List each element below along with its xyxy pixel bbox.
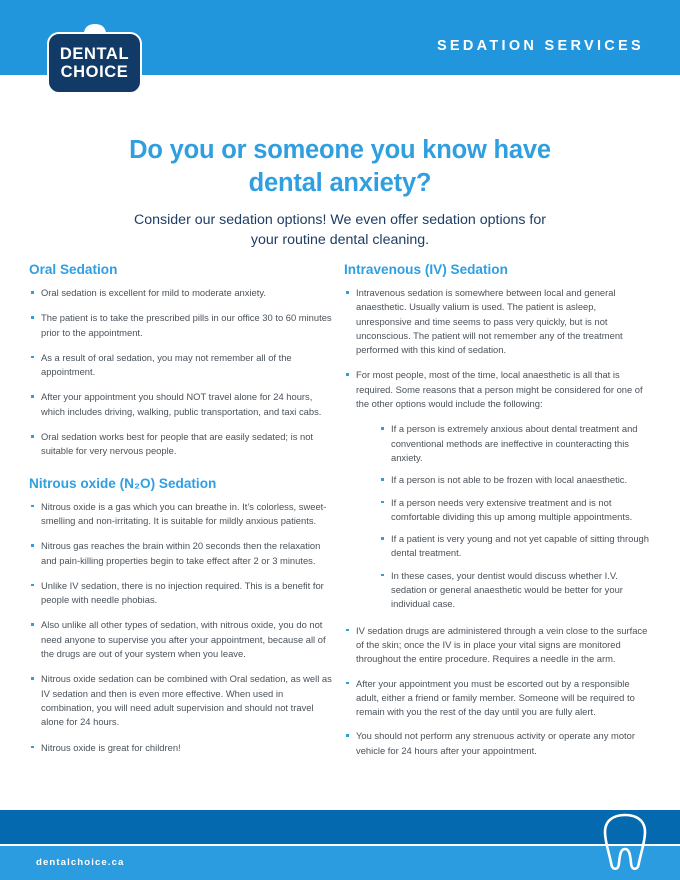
list-item: Nitrous gas reaches the brain within 20 seconds then the relaxation and pain-killing properties begin to take effect after 2 or 3 minutes. xyxy=(29,539,334,568)
header-title: SEDATION SERVICES xyxy=(436,38,644,54)
list-item: Nitrous oxide is a gas which you can breathe in. It’s colorless, sweet- smelling and non-irritating. It is suitable for mildly anxious patients. xyxy=(29,500,334,529)
logo-text-line1: DENTAL xyxy=(59,44,130,63)
page-title-line2: dental anxiety? xyxy=(248,168,432,197)
right-column xyxy=(344,262,652,768)
list-item: Oral sedation is excellent for mild to moderate anxiety. xyxy=(29,286,334,300)
bullet-list-iv-sedation-bottom xyxy=(344,624,652,758)
page-subtitle-line2: your routine dental cleaning. xyxy=(250,232,430,249)
list-item: Intravenous sedation is somewhere between local and general anaesthetic. Usually valium is used. The patient is asleep, unresponsive and time seems to pass very quickly, but is not unconscious. The patient will not remember any of the treatment performed with this kind of sedation. xyxy=(344,286,652,357)
list-item: As a result of oral sedation, you may not remember all of the appointment. xyxy=(29,351,334,380)
list-item: For most people, most of the time, local anaesthetic is all that is required. Some reasons that a person might be considered for one of the other options would include the following: xyxy=(344,368,652,411)
list-item: If a person is extremely anxious about dental treatment and conventional methods are ineffective in counteracting this anxiety. xyxy=(380,422,652,465)
section-heading-nitrous-oxide-sedation: Nitrous oxide (N₂O) Sedation xyxy=(29,475,217,491)
footer-website-url[interactable]: dentalchoice.ca xyxy=(36,857,125,868)
bullet-list-oral-sedation xyxy=(29,286,334,459)
list-item: Nitrous oxide is great for children! xyxy=(29,741,334,755)
section-heading-oral-sedation: Oral Sedation xyxy=(29,262,118,277)
page-title-line1: Do you or someone you know have xyxy=(129,136,551,164)
section-heading-iv-sedation: Intravenous (IV) Sedation xyxy=(344,262,508,277)
page-subtitle xyxy=(0,210,680,250)
bullet-list-iv-sedation-top xyxy=(344,286,652,411)
content-columns xyxy=(0,262,680,802)
list-item: If a person needs very extensive treatment and is not comfortable dividing this up among multiple appointments. xyxy=(380,496,652,525)
list-item: After your appointment you must be escorted out by a responsible adult, either a friend or family member. Someone will be required to remain with you the rest of the day until you are fully alert. xyxy=(344,677,652,720)
list-item: Also unlike all other types of sedation, with nitrous oxide, you do not need anyone to supervise you after your appointment, because all of the drugs are out of your system when you leave. xyxy=(29,618,334,661)
page-title xyxy=(0,134,680,199)
footer-dark-band xyxy=(0,810,680,844)
logo-plate xyxy=(47,32,142,94)
list-item: You should not perform any strenuous activity or operate any motor vehicle for 24 hours after your appointment. xyxy=(344,729,652,758)
tooth-icon xyxy=(600,812,650,874)
list-item: Oral sedation works best for people that are easily sedated; is not suitable for very nervous people. xyxy=(29,430,334,459)
list-item: Unlike IV sedation, there is no injection required. This is a benefit for people with needle phobias. xyxy=(29,579,334,608)
brand-logo[interactable] xyxy=(47,32,142,94)
title-block xyxy=(0,134,680,251)
list-item: If a patient is very young and not yet capable of sitting through dental treatment. xyxy=(380,532,652,561)
list-item: In these cases, your dentist would discuss whether I.V. sedation or general anaesthetic would be better for your individual case. xyxy=(380,569,652,612)
list-item: IV sedation drugs are administered through a vein close to the surface of the skin; once the IV is in place your vital signs are monitored throughout the entire procedure. Requires a needle in the arm. xyxy=(344,624,652,667)
page-subtitle-line1: Consider our sedation options! We even offer sedation options for xyxy=(134,212,546,229)
left-column xyxy=(29,262,334,766)
list-item: The patient is to take the prescribed pills in our office 30 to 60 minutes prior to the appointment. xyxy=(29,311,334,340)
bullet-list-nitrous-oxide xyxy=(29,500,334,755)
list-item: After your appointment you should NOT travel alone for 24 hours, which includes driving, walking, public transportation, and taxi cabs. xyxy=(29,390,334,419)
bullet-list-iv-sedation-reasons xyxy=(380,422,652,611)
list-item: If a person is not able to be frozen with local anaesthetic. xyxy=(380,473,652,487)
logo-text-line2: CHOICE xyxy=(60,63,129,81)
list-item: Nitrous oxide sedation can be combined with Oral sedation, as well as IV sedation and then is even more effective. When used in combination, you will need adult supervision and should not travel alone for 24 hours. xyxy=(29,672,334,729)
